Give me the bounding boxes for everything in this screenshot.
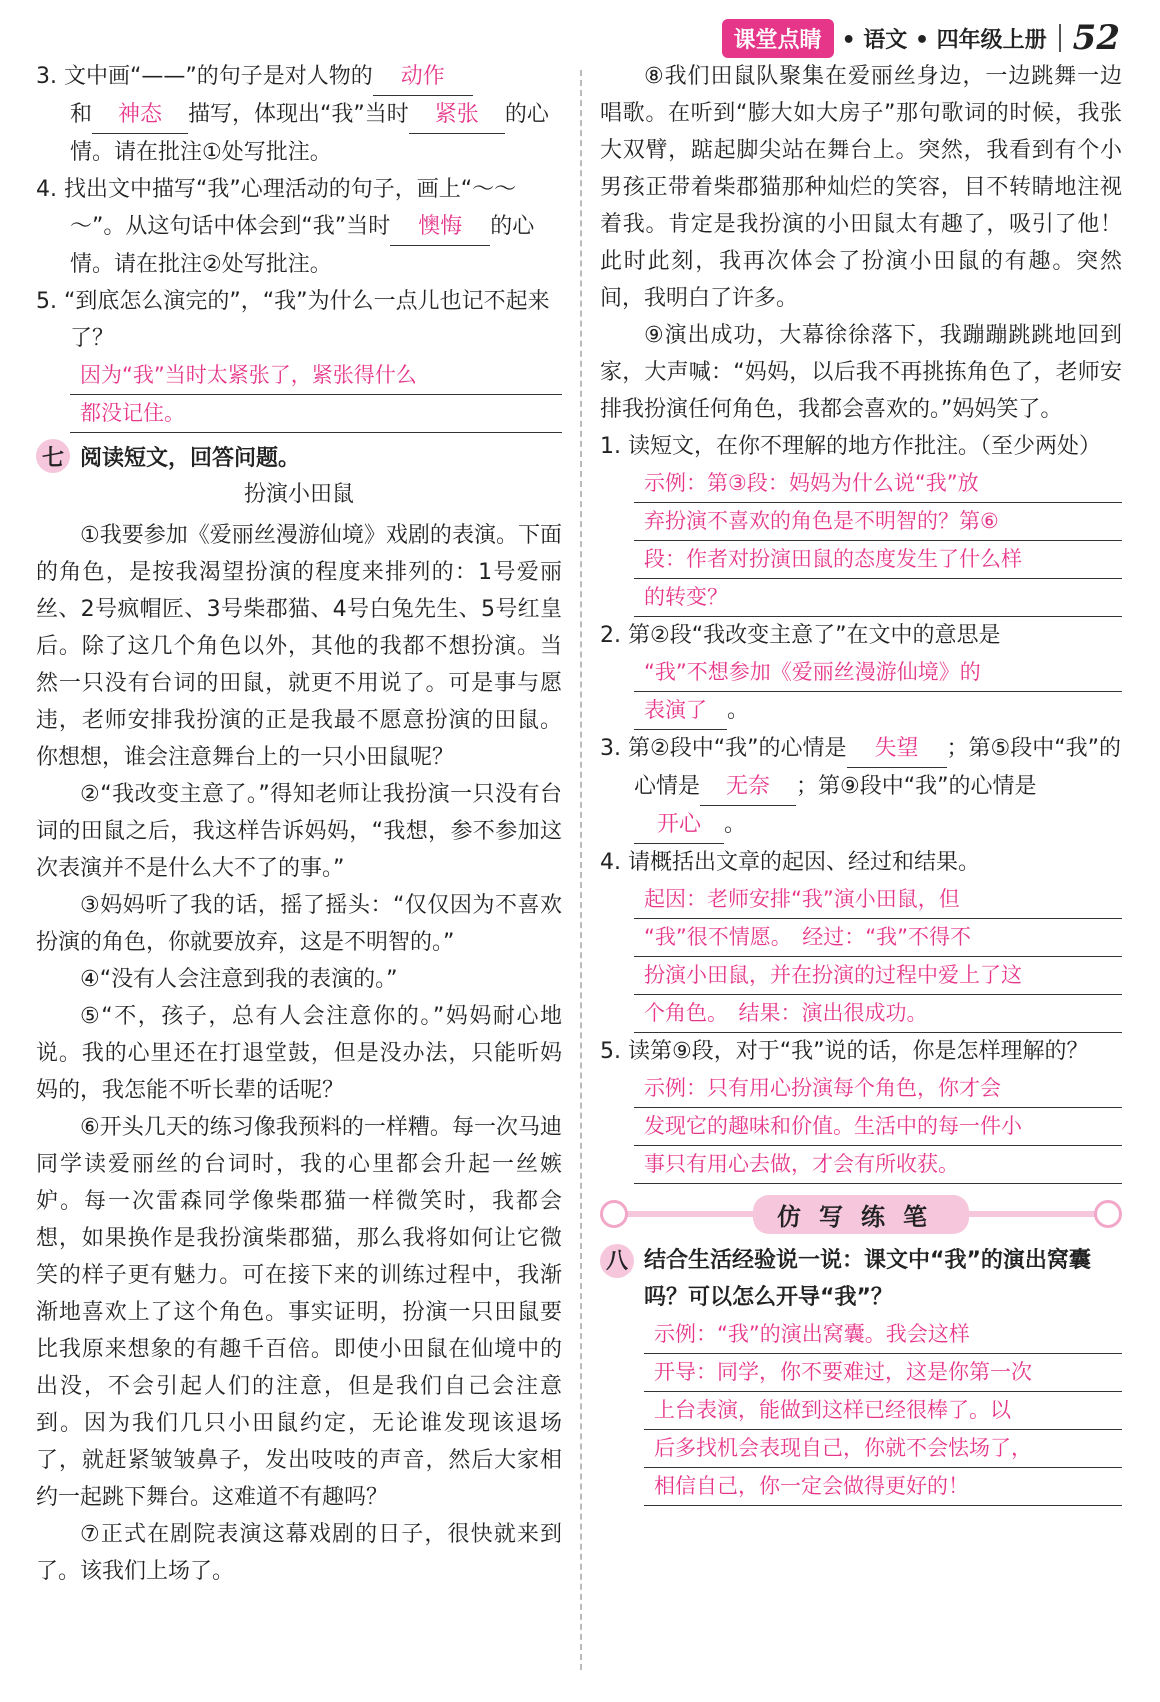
answer-blank: 神态 bbox=[92, 96, 188, 134]
story-paragraph: ⑨演出成功，大幕徐徐落下，我蹦蹦跳跳地回到家，大声喊：“妈妈，以后我不再挑拣角色了，老师安排我扮演任何角色，我都会喜欢的。”妈妈笑了。 bbox=[600, 323, 1122, 422]
banner-cap-icon bbox=[1094, 1200, 1122, 1228]
question-1: 1. 读短文，在你不理解的地方作批注。（至少两处） bbox=[600, 434, 1101, 459]
answer-blank: 无奈 bbox=[700, 768, 796, 806]
story-paragraph: ④“没有人会注意到我的表演的。” bbox=[80, 967, 398, 992]
breadcrumb: • 语文 • 四年级上册 bbox=[841, 27, 1047, 53]
section-8 bbox=[600, 1242, 1122, 1506]
banner-cap-icon bbox=[600, 1200, 628, 1228]
story-paragraph: ⑤“不，孩子，总有人会注意你的。”妈妈耐心地说。我的心里还在打退堂鼓，但是没办法，只能听妈妈的，我怎能不听长辈的话呢？ bbox=[36, 1004, 562, 1103]
question-4: 4. 请概括出文章的起因、经过和结果。 bbox=[600, 850, 980, 875]
answer-blank: 开心 bbox=[634, 806, 724, 844]
answer-block: 示例：只有用心扮演每个角色，你才会 发现它的趣味和价值。生活中的每一件小 事只有用心去做，才会有所收获。 bbox=[634, 1070, 1122, 1184]
section-number: 八 bbox=[600, 1244, 634, 1278]
story-paragraph: ①我要参加《爱丽丝漫游仙境》戏剧的表演。下面的角色，是按我渴望扮演的程度来排列的：1号爱丽丝、2号疯帽匠、3号柴郡猫、4号白兔先生、5号红皇后。除了这几个角色以外，其他的我都不想扮演。当然一只没有台词的田鼠，就更不用说了。可是事与愿违，老师安排我扮演的正是我最不愿意扮演的田鼠。你想想，谁会注意舞台上的一只小田鼠呢？ bbox=[36, 523, 562, 770]
banner-title: 仿写练笔 bbox=[753, 1195, 969, 1234]
left-column bbox=[36, 58, 562, 1590]
section-title: 阅读短文，回答问题。 bbox=[80, 445, 301, 471]
answer-block: 示例：“我”的演出窝囊。我会这样 开导：同学，你不要难过，这是你第一次 上台表演，能做到这样已经很棒了。以 后多找机会表现自己，你就不会怯场了， 相信自己，你一定会做得更好的！ bbox=[644, 1316, 1122, 1506]
section-number: 七 bbox=[36, 439, 70, 473]
answer-blank: 懊悔 bbox=[390, 208, 490, 246]
answer-block: 起因：老师安排“我”演小田鼠，但 “我”很不情愿。 经过：“我”不得不 扮演小田鼠，并在扮演的过程中爱上了这 个角色。 结果：演出很成功。 bbox=[634, 881, 1122, 1033]
story-title: 扮演小田鼠 bbox=[243, 482, 354, 507]
story-paragraph: ⑦正式在剧院表演这幕戏剧的日子，很快就来到了。该我们上场了。 bbox=[36, 1522, 562, 1584]
answer-blank: 紧张 bbox=[409, 96, 505, 134]
story-paragraph: ②“我改变主意了。”得知老师让我扮演一只没有台词的田鼠之后，我这样告诉妈妈，“我想，参不参加这次表演并不是什么大不了的事。” bbox=[36, 782, 562, 881]
page-number: 52 bbox=[1072, 18, 1120, 58]
question-5: 5. 读第⑨段，对于“我”说的话，你是怎样理解的？ bbox=[600, 1039, 1089, 1064]
story-paragraph: ⑥开头几天的练习像我预料的一样糟。每一次马迪同学读爱丽丝的台词时，我的心里都会升起一丝嫉妒。每一次雷森同学像柴郡猫一样微笑时，我都会想，如果换作是我扮演柴郡猫，那么我将如何让它微笑的样子更有魅力。可在接下来的训练过程中，我渐渐地喜欢上了这个角色。事实证明，扮演一只田鼠要比我原来想象的有趣千百倍。即使小田鼠在仙境中的出没，不会引起人们的注意，但是我们自己会注意到。因为我们几只小田鼠约定，无论谁发现该退场了，就赶紧皱皱鼻子，发出吱吱的声音，然后大家相约一起跳下舞台。这难道不有趣吗？ bbox=[36, 1115, 562, 1510]
question-3: 3. 文中画“——”的句子是对人物的 动作 和 神态 描写，体现出“我”当时 紧张 的心情。请在批注①处写批注。 bbox=[36, 58, 562, 171]
column-divider bbox=[580, 70, 582, 1670]
question-3: 3. 第②段中“我”的心情是 失望 ；第⑤段中“我”的心情是 无奈 ；第⑨段中“我”的心情是开心 。 bbox=[600, 730, 1122, 844]
answer-block: “我”不想参加《爱丽丝漫游仙境》的 表演了 。 bbox=[634, 654, 1122, 730]
header-divider bbox=[1059, 24, 1061, 52]
answer-block: 示例：第③段：妈妈为什么说“我”放 弃扮演不喜欢的角色是不明智的？第⑥ 段：作者对扮演田鼠的态度发生了什么样 的转变？ bbox=[634, 465, 1122, 617]
section-badge: 课堂点睛 bbox=[722, 19, 834, 58]
story-paragraph: ③妈妈听了我的话，摇了摇头：“仅仅因为不喜欢扮演的角色，你就要放弃，这是不明智的。” bbox=[36, 893, 562, 955]
question-5: 5. “到底怎么演完的”，“我”为什么一点儿也记不起来了？ bbox=[36, 289, 550, 351]
answer-blank: 失望 bbox=[847, 730, 947, 768]
question-2: 2. 第②段“我改变主意了”在文中的意思是 bbox=[600, 623, 1001, 648]
section-7-heading bbox=[36, 439, 562, 473]
writing-practice-banner bbox=[600, 1192, 1122, 1236]
story-paragraph: ⑧我们田鼠队聚集在爱丽丝身边，一边跳舞一边唱歌。在听到“膨大如大房子”那句歌词的时候，我张大双臂，踮起脚尖站在舞台上。突然，我看到有个小男孩正带着柴郡猫那种灿烂的笑容，目不转睛地注视着我。肯定是我扮演的小田鼠太有趣了，吸引了他！此时此刻，我再次体会了扮演小田鼠的有趣。突然间，我明白了许多。 bbox=[600, 64, 1122, 311]
section-question: 结合生活经验说一说：课文中“我”的演出窝囊吗？可以怎么开导“我”？ bbox=[644, 1248, 1091, 1310]
answer-blank: 动作 bbox=[373, 58, 473, 96]
question-4: 4. 找出文中描写“我”心理活动的句子，画上“～～～”。从这句话中体会到“我”当时 懊悔 的心情。请在批注②处写批注。 bbox=[36, 177, 535, 277]
answer-block: 因为“我”当时太紧张了，紧张得什么 都没记住。 bbox=[70, 357, 562, 433]
right-column bbox=[600, 58, 1122, 1506]
page-header bbox=[722, 16, 1120, 60]
